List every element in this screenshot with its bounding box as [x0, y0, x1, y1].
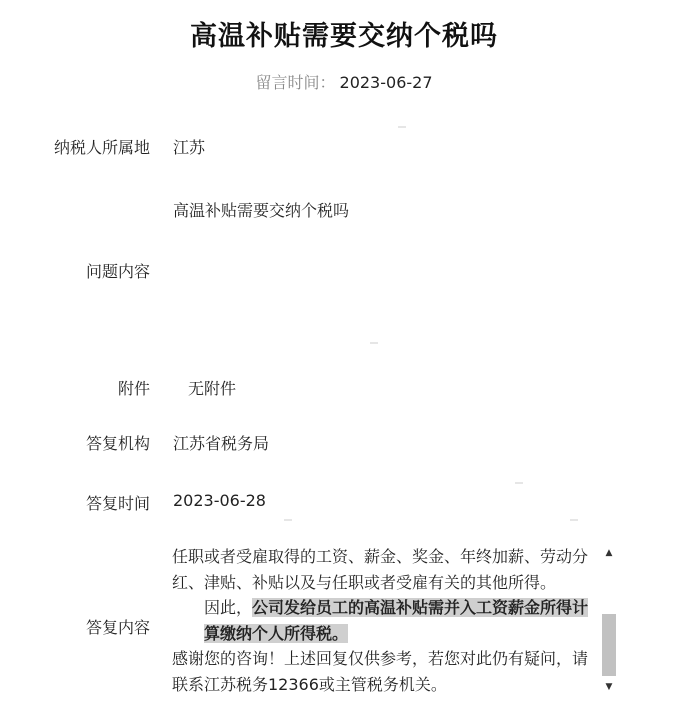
- answer-prefix: 因此，: [204, 598, 253, 617]
- decor-dot: [370, 342, 378, 344]
- decor-dot: [570, 519, 578, 521]
- message-time-label: 留言时间：: [255, 73, 336, 92]
- reply-scrollbar[interactable]: [600, 544, 618, 696]
- reply-time-label: 答复时间: [85, 494, 150, 513]
- answer-paragraph-2: [172, 595, 600, 646]
- attachment-value: 无附件: [188, 379, 237, 398]
- reply-time-value: 2023-06-28: [173, 491, 266, 510]
- reply-content-text: [172, 544, 600, 696]
- scroll-down-arrow-icon[interactable]: ▼: [605, 682, 613, 692]
- location-label: 纳税人所属地: [53, 138, 150, 157]
- location-value: 江苏: [173, 138, 206, 157]
- message-time: [0, 70, 688, 93]
- page-title: 高温补贴需要交纳个税吗: [190, 21, 498, 52]
- attachment-label: 附件: [117, 379, 150, 398]
- scroll-up-arrow-icon[interactable]: ▲: [605, 548, 613, 558]
- decor-dot: [515, 482, 523, 484]
- reply-org-label: 答复机构: [85, 434, 150, 453]
- decor-dot: [398, 126, 406, 128]
- reply-content-label: 答复内容: [85, 618, 150, 637]
- reply-content-box[interactable]: [172, 544, 618, 696]
- answer-paragraph-1: 任职或者受雇取得的工资、薪金、奖金、年终加薪、劳动分红、津贴、补贴以及与任职或者受雇有关的其他所得。: [172, 547, 589, 592]
- decor-dot: [284, 519, 292, 521]
- message-time-value: 2023-06-27: [339, 73, 433, 92]
- scroll-thumb[interactable]: [602, 614, 616, 676]
- question-label: 问题内容: [85, 262, 150, 281]
- reply-org-value: 江苏省税务局: [173, 434, 270, 453]
- answer-paragraph-3: 感谢您的咨询！上述回复仅供参考，若您对此仍有疑问，请联系江苏税务12366或主管税务机关。: [172, 649, 589, 694]
- answer-highlight: 公司发给员工的高温补贴需并入工资薪金所得计算缴纳个人所得税。: [204, 598, 589, 643]
- question-value: 高温补贴需要交纳个税吗: [173, 201, 350, 220]
